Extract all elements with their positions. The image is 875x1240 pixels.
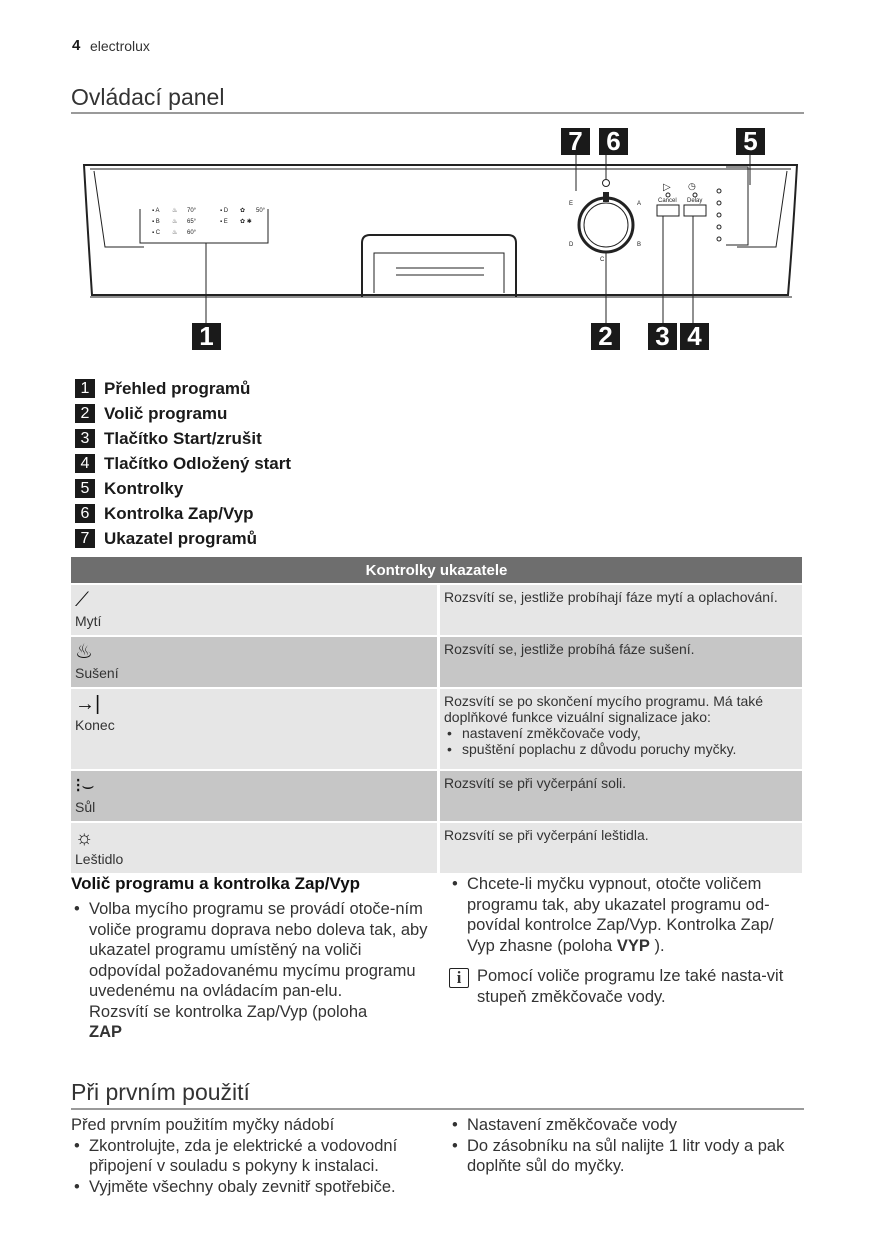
callout-6: 6 — [599, 128, 628, 155]
selector-on-label: ZAP — [89, 1023, 122, 1041]
list-item: • spuštění poplachu z důvodu poruchy myčky. — [444, 741, 798, 757]
selector-heading: Volič programu a kontrolka Zap/Vyp — [71, 874, 361, 893]
legend-label: Kontrolka Zap/Vyp — [104, 503, 254, 523]
legend-item — [75, 476, 291, 501]
legend-label: Přehled programů — [104, 378, 251, 398]
table-row — [71, 636, 802, 688]
legend-label: Ukazatel programů — [104, 528, 258, 548]
brand-name: electrolux — [90, 38, 150, 54]
svg-text:C: C — [600, 257, 605, 263]
svg-text:✿: ✿ — [240, 208, 246, 214]
legend-label: Volič programu — [104, 403, 228, 423]
legend-number: 7 — [75, 529, 95, 548]
legend-number: 1 — [75, 379, 95, 398]
legend-number: 6 — [75, 504, 95, 523]
svg-text:♨: ♨ — [172, 219, 178, 225]
section-rule — [71, 1108, 804, 1110]
table-row — [71, 584, 802, 636]
table-row — [71, 822, 802, 873]
indicator-name: Leštidlo — [75, 851, 124, 867]
svg-text:▷: ▷ — [663, 182, 671, 193]
list-item: • Zkontrolujte, zda je elektrické a vodovodní připojení v souladu s pokyny k instalaci. — [71, 1136, 433, 1177]
selector-bullet-1: Volba mycího programu se provádí otoče-ním voliče programu doprava nebo doleva tak, aby ukazatel programu umístěný na voliči odpovídal požadovanému mycímu programu uvedenému na ovládacím pan-elu. — [89, 900, 428, 1000]
legend-item — [75, 401, 291, 426]
page-number: 4 — [72, 37, 81, 54]
indicator-name: Sůl — [75, 799, 96, 815]
svg-text:50°: 50° — [256, 208, 266, 214]
info-icon: i — [449, 968, 469, 988]
list-item: • Do zásobníku na sůl nalijte 1 litr vody a pak doplňte sůl do myčky. — [449, 1136, 803, 1177]
svg-text:65°: 65° — [187, 219, 197, 225]
indicator-description: Rozsvítí se, jestliže probíhá fáze sušení. — [439, 636, 803, 688]
svg-text:D: D — [569, 242, 574, 248]
callout-4: 4 — [680, 323, 709, 350]
control-panel-diagram — [60, 125, 820, 355]
end-icon: →| — [75, 693, 101, 715]
indicator-name: Mytí — [75, 613, 102, 629]
selector-bullet-1-tail: Rozsvítí se kontrolka Zap/Vyp (poloha — [89, 1002, 368, 1021]
section-rule — [71, 112, 804, 114]
selector-off-label: VYP — [616, 936, 650, 955]
list-item: • Vyjměte všechny obaly zevnitř spotřebiče. — [71, 1177, 433, 1198]
selector-bullet-2: Chcete-li myčku vypnout, otočte voličem programu tak, aby ukazatel programu od-povídal kontrolce Zap/Vyp. Kontrolka Zap/ Vyp zhasne (poloha — [467, 875, 774, 955]
svg-text:✿ ✱: ✿ ✱ — [240, 219, 252, 225]
legend-list — [75, 376, 291, 551]
info-note: Pomocí voliče programu lze také nasta-vit stupeň změkčovače vody. — [477, 967, 784, 1006]
list-item: • Nastavení změkčovače vody — [449, 1115, 803, 1136]
indicator-table — [71, 557, 802, 873]
table-row — [71, 688, 802, 770]
legend-item — [75, 501, 291, 526]
indicator-name: Sušení — [75, 665, 119, 681]
indicator-description: Rozsvítí se po skončení mycího programu. Má také doplňkové funkce vizuální signalizace jako: — [444, 693, 764, 725]
selector-right-column: • Chcete-li myčku vypnout, otočte voličem programu tak, aby ukazatel programu od-povídal kontrolce Zap/Vyp. Kontrolka Zap/ Vyp zhasne (poloha VYP ). i Pomocí voliče programu lze také nasta-vit stupeň změkčovače vody. — [449, 874, 803, 1007]
first-use-right-column — [449, 1115, 803, 1177]
legend-label: Kontrolky — [104, 478, 184, 498]
svg-text:B: B — [637, 242, 642, 248]
svg-text:▪ A: ▪ A — [152, 208, 160, 214]
indicator-description: Rozsvítí se při vyčerpání soli. — [439, 770, 803, 822]
indicator-name: Konec — [75, 717, 115, 733]
legend-number: 2 — [75, 404, 95, 423]
legend-number: 4 — [75, 454, 95, 473]
svg-text:♨: ♨ — [172, 230, 178, 236]
svg-text:◷: ◷ — [688, 181, 696, 191]
list-item: • nastavení změkčovače vody, — [444, 725, 798, 741]
legend-number: 3 — [75, 429, 95, 448]
salt-icon: ⁝⌣ — [75, 775, 95, 797]
rinse-aid-icon: ☼ — [75, 827, 94, 849]
callout-2: 2 — [591, 323, 620, 350]
indicator-description: Rozsvítí se, jestliže probíhají fáze mytí a oplachování. — [439, 584, 803, 636]
section-title-first-use: Při prvním použití — [71, 1079, 250, 1105]
svg-text:▪ C: ▪ C — [152, 230, 161, 236]
svg-text:♨: ♨ — [172, 208, 178, 214]
svg-text:▪ E: ▪ E — [220, 219, 228, 225]
selector-left-column — [71, 899, 429, 1043]
indicator-description: Rozsvítí se při vyčerpání leštidla. — [439, 822, 803, 873]
legend-number: 5 — [75, 479, 95, 498]
indicator-table-header: Kontrolky ukazatele — [71, 557, 802, 584]
table-row — [71, 770, 802, 822]
svg-text:E: E — [569, 201, 574, 207]
legend-label: Tlačítko Start/zrušit — [104, 428, 262, 448]
section-title-control-panel: Ovládací panel — [71, 84, 225, 110]
svg-text:▪ D: ▪ D — [220, 208, 229, 214]
legend-item — [75, 451, 291, 476]
first-use-left-column — [71, 1115, 433, 1197]
svg-text:▪ B: ▪ B — [152, 219, 160, 225]
legend-item — [75, 426, 291, 451]
svg-text:70°: 70° — [187, 208, 197, 214]
legend-item — [75, 376, 291, 401]
callout-1: 1 — [192, 323, 221, 350]
svg-text:A: A — [637, 201, 642, 207]
wash-icon: ⟋ — [75, 589, 89, 611]
svg-text:Cancel: Cancel — [658, 198, 677, 204]
first-use-intro: Před prvním použitím myčky nádobí — [71, 1116, 335, 1134]
callout-5: 5 — [736, 128, 765, 155]
svg-text:60°: 60° — [187, 230, 197, 236]
svg-text:Delay: Delay — [687, 198, 703, 204]
drying-icon: ♨ — [75, 641, 93, 663]
callout-7: 7 — [561, 128, 590, 155]
legend-item — [75, 526, 291, 551]
legend-label: Tlačítko Odložený start — [104, 453, 292, 473]
callout-3: 3 — [648, 323, 677, 350]
